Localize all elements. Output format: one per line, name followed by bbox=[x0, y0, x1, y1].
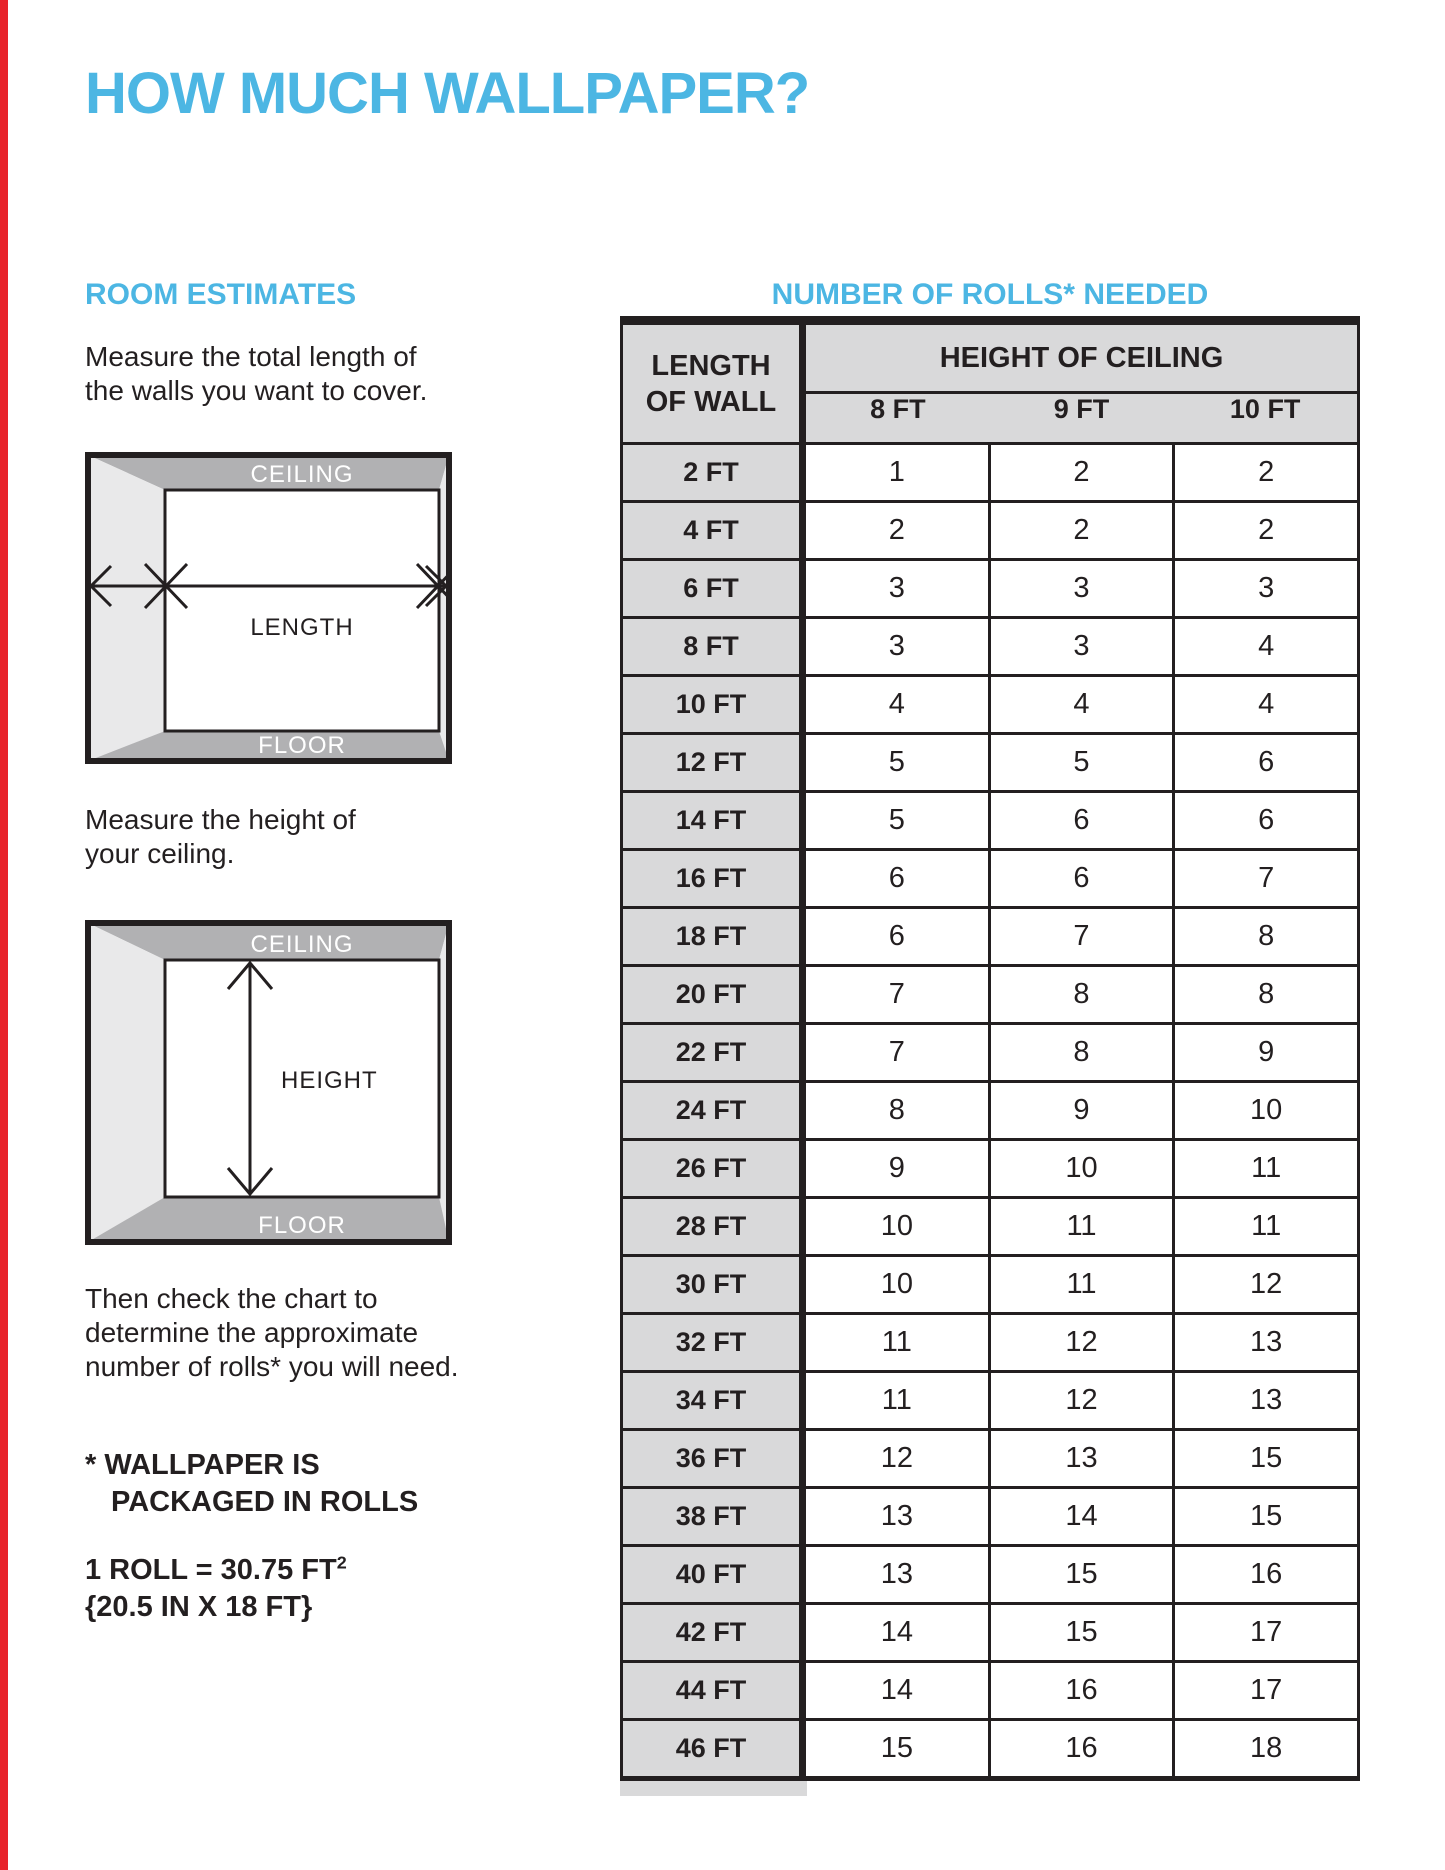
length-of-wall-header bbox=[623, 325, 803, 442]
rolls-count-cell: 1 bbox=[806, 445, 988, 500]
rolls-count-cell: 11 bbox=[1175, 1199, 1357, 1254]
wall-length-cell: 38 FT bbox=[623, 1489, 803, 1544]
rolls-count-cell: 18 bbox=[1175, 1721, 1357, 1776]
wall-length-cell: 42 FT bbox=[623, 1605, 803, 1660]
wall-length-cell: 2 FT bbox=[623, 445, 803, 500]
ceiling-height-label: 10 FT bbox=[1229, 394, 1301, 424]
footnote-line: PACKAGED IN ROLLS bbox=[111, 1486, 419, 1518]
rolls-count-cell: 10 bbox=[806, 1199, 988, 1254]
wall-length-cell: 44 FT bbox=[623, 1663, 803, 1718]
rolls-count-cell: 3 bbox=[991, 619, 1173, 674]
rolls-count-cell: 12 bbox=[1175, 1257, 1357, 1312]
wall-length-cell: 26 FT bbox=[623, 1141, 803, 1196]
rolls-count-cell: 12 bbox=[991, 1315, 1173, 1370]
rolls-count-cell: 15 bbox=[806, 1721, 988, 1776]
ceiling-label: CEILING bbox=[250, 461, 354, 488]
rolls-count-cell: 7 bbox=[806, 1025, 988, 1080]
left-wall-surface bbox=[88, 455, 165, 761]
rolls-count-cell: 12 bbox=[991, 1373, 1173, 1428]
wall-length-cell: 32 FT bbox=[623, 1315, 803, 1370]
height-label: HEIGHT bbox=[281, 1067, 378, 1094]
roll-area-text: 1 ROLL = 30.75 FT bbox=[85, 1554, 337, 1586]
back-wall bbox=[165, 490, 439, 731]
instruction-line: determine the approximate bbox=[85, 1317, 419, 1348]
wall-length-cell: 12 FT bbox=[623, 735, 803, 790]
wall-length-cell: 14 FT bbox=[623, 793, 803, 848]
rolls-count-cell: 14 bbox=[806, 1663, 988, 1718]
rolls-count-cell: 13 bbox=[991, 1431, 1173, 1486]
rolls-count-cell: 9 bbox=[991, 1083, 1173, 1138]
rolls-count-cell: 12 bbox=[806, 1431, 988, 1486]
instruction-line: the walls you want to cover. bbox=[85, 375, 428, 406]
rolls-count-cell: 15 bbox=[991, 1547, 1173, 1602]
rolls-count-cell: 2 bbox=[1175, 503, 1357, 558]
rolls-count-cell: 8 bbox=[806, 1083, 988, 1138]
rolls-count-cell: 13 bbox=[1175, 1373, 1357, 1428]
rolls-count-cell: 2 bbox=[991, 503, 1173, 558]
wall-length-cell: 34 FT bbox=[623, 1373, 803, 1428]
rolls-count-cell: 9 bbox=[806, 1141, 988, 1196]
rolls-count-cell: 13 bbox=[806, 1547, 988, 1602]
roll-size-info bbox=[85, 1552, 347, 1626]
rolls-count-cell: 10 bbox=[991, 1141, 1173, 1196]
rolls-count-cell: 15 bbox=[991, 1605, 1173, 1660]
rolls-needed-table bbox=[620, 316, 1360, 1781]
rolls-count-cell: 8 bbox=[991, 967, 1173, 1022]
rolls-footnote bbox=[85, 1447, 418, 1521]
wall-length-cell: 46 FT bbox=[623, 1721, 803, 1776]
wall-length-cell: 4 FT bbox=[623, 503, 803, 558]
rolls-count-cell: 2 bbox=[991, 445, 1173, 500]
rolls-count-cell: 15 bbox=[1175, 1489, 1357, 1544]
rolls-count-cell: 11 bbox=[991, 1257, 1173, 1312]
wall-length-cell: 18 FT bbox=[623, 909, 803, 964]
wall-length-cell: 10 FT bbox=[623, 677, 803, 732]
rolls-count-cell: 11 bbox=[991, 1199, 1173, 1254]
rolls-count-cell: 4 bbox=[1175, 677, 1357, 732]
rolls-count-cell: 3 bbox=[806, 619, 988, 674]
rolls-count-cell: 16 bbox=[991, 1663, 1173, 1718]
length-label: LENGTH bbox=[250, 614, 354, 641]
instruction-line: your ceiling. bbox=[85, 838, 235, 869]
rolls-count-cell: 3 bbox=[991, 561, 1173, 616]
room-height-diagram bbox=[85, 920, 452, 1250]
room-length-diagram bbox=[85, 452, 452, 769]
room-height-illustration bbox=[85, 920, 452, 1245]
left-wall-surface bbox=[88, 923, 165, 1242]
rolls-count-cell: 7 bbox=[991, 909, 1173, 964]
wall-length-cell: 20 FT bbox=[623, 967, 803, 1022]
rolls-count-cell: 10 bbox=[1175, 1083, 1357, 1138]
wall-length-cell: 8 FT bbox=[623, 619, 803, 674]
rolls-count-cell: 13 bbox=[1175, 1315, 1357, 1370]
room-estimates-heading: ROOM ESTIMATES bbox=[85, 278, 357, 311]
table-bottom-tab bbox=[620, 1781, 807, 1796]
instruction-line: Measure the height of bbox=[85, 804, 356, 835]
rolls-count-cell: 11 bbox=[806, 1315, 988, 1370]
wall-length-cell: 16 FT bbox=[623, 851, 803, 906]
rolls-count-cell: 16 bbox=[1175, 1547, 1357, 1602]
floor-label: FLOOR bbox=[258, 1212, 346, 1239]
rolls-count-cell: 5 bbox=[806, 793, 988, 848]
rolls-count-cell: 4 bbox=[991, 677, 1173, 732]
rolls-count-cell: 3 bbox=[1175, 561, 1357, 616]
rolls-count-cell: 6 bbox=[806, 909, 988, 964]
height-of-ceiling-header: HEIGHT OF CEILING bbox=[806, 325, 1357, 391]
rolls-count-cell: 8 bbox=[991, 1025, 1173, 1080]
rolls-count-cell: 16 bbox=[991, 1721, 1173, 1776]
instruction-line: Measure the total length of bbox=[85, 341, 417, 372]
rolls-count-cell: 13 bbox=[806, 1489, 988, 1544]
roll-dimensions-text: {20.5 IN X 18 FT} bbox=[85, 1591, 313, 1623]
wall-length-cell: 28 FT bbox=[623, 1199, 803, 1254]
wall-length-cell: 40 FT bbox=[623, 1547, 803, 1602]
rolls-count-cell: 2 bbox=[806, 503, 988, 558]
measure-height-instruction bbox=[85, 803, 356, 871]
ceiling-height-subheaders bbox=[806, 394, 1357, 442]
rolls-count-cell: 14 bbox=[991, 1489, 1173, 1544]
rolls-count-cell: 5 bbox=[991, 735, 1173, 790]
rolls-count-cell: 9 bbox=[1175, 1025, 1357, 1080]
header-line: OF WALL bbox=[645, 385, 777, 418]
squared-superscript: 2 bbox=[336, 1552, 347, 1573]
rolls-count-cell: 17 bbox=[1175, 1663, 1357, 1718]
rolls-count-cell: 2 bbox=[1175, 445, 1357, 500]
wall-length-cell: 30 FT bbox=[623, 1257, 803, 1312]
rolls-count-cell: 7 bbox=[1175, 851, 1357, 906]
page-edge-stripe bbox=[0, 0, 8, 1870]
rolls-count-cell: 14 bbox=[806, 1605, 988, 1660]
rolls-count-cell: 15 bbox=[1175, 1431, 1357, 1486]
wall-length-cell: 36 FT bbox=[623, 1431, 803, 1486]
rolls-count-cell: 3 bbox=[806, 561, 988, 616]
ceiling-height-label: 9 FT bbox=[1053, 394, 1110, 424]
rolls-count-cell: 11 bbox=[806, 1373, 988, 1428]
rolls-count-cell: 6 bbox=[1175, 793, 1357, 848]
footnote-line: * WALLPAPER IS bbox=[85, 1449, 320, 1481]
measure-length-instruction bbox=[85, 340, 427, 408]
rolls-count-cell: 6 bbox=[991, 851, 1173, 906]
page-title: HOW MUCH WALLPAPER? bbox=[85, 61, 810, 126]
ceiling-height-label: 8 FT bbox=[870, 394, 926, 424]
rolls-count-cell: 17 bbox=[1175, 1605, 1357, 1660]
rolls-count-cell: 6 bbox=[991, 793, 1173, 848]
rolls-count-cell: 4 bbox=[1175, 619, 1357, 674]
ceiling-label: CEILING bbox=[250, 931, 354, 958]
rolls-count-cell: 6 bbox=[1175, 735, 1357, 790]
floor-label: FLOOR bbox=[258, 732, 346, 759]
rolls-count-cell: 8 bbox=[1175, 967, 1357, 1022]
instruction-line: Then check the chart to bbox=[85, 1283, 378, 1314]
rolls-count-cell: 6 bbox=[806, 851, 988, 906]
rolls-needed-heading: NUMBER OF ROLLS* NEEDED bbox=[771, 278, 1209, 311]
rolls-count-cell: 7 bbox=[806, 967, 988, 1022]
rolls-count-cell: 5 bbox=[806, 735, 988, 790]
room-length-illustration bbox=[85, 452, 452, 764]
wall-length-cell: 24 FT bbox=[623, 1083, 803, 1138]
rolls-count-cell: 10 bbox=[806, 1257, 988, 1312]
wall-length-cell: 6 FT bbox=[623, 561, 803, 616]
wall-length-cell: 22 FT bbox=[623, 1025, 803, 1080]
rolls-count-cell: 11 bbox=[1175, 1141, 1357, 1196]
rolls-count-cell: 8 bbox=[1175, 909, 1357, 964]
instruction-line: number of rolls* you will need. bbox=[85, 1351, 459, 1382]
check-chart-instruction bbox=[85, 1282, 459, 1384]
rolls-count-cell: 4 bbox=[806, 677, 988, 732]
header-line: LENGTH bbox=[651, 349, 771, 382]
